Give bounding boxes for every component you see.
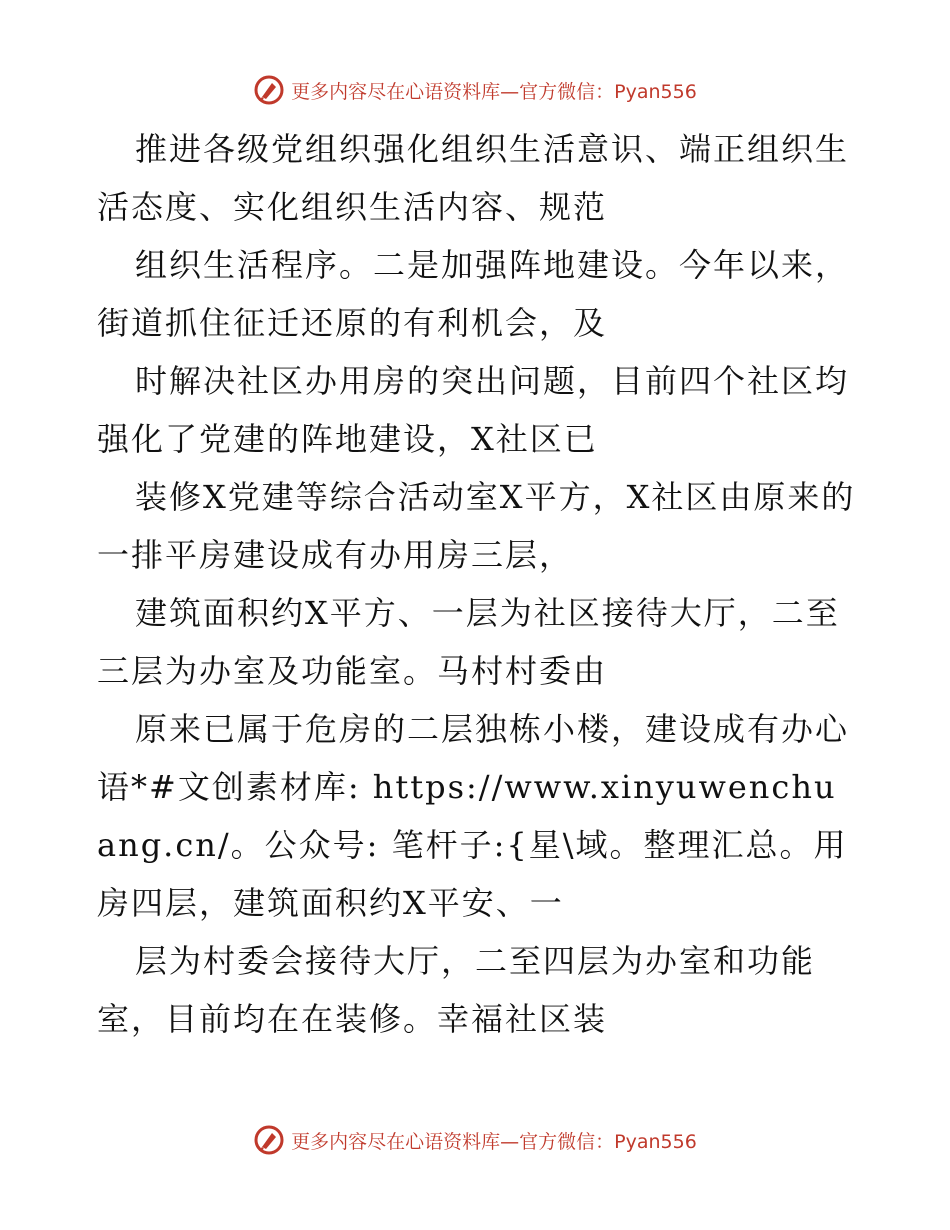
footer-banner-text: 更多内容尽在心语资料库—官方微信：Pyan556: [291, 1130, 697, 1153]
paragraph: 推进各级党组织强化组织生活意识、端正组织生活态度、实化组织生活内容、规范: [97, 130, 850, 226]
paragraph: 原来已属于危房的二层独栋小楼，建设成有办心语*#文创素材库: https://www.xinyuwenchuang.cn/。公众号: 笔杆子:{星\域。整理汇总。用房四层，建筑面积约X平安、一: [97, 710, 850, 922]
pen-nib-logo-icon: [253, 74, 285, 106]
paragraph: 装修X党建等综合活动室X平方，X社区由原来的一排平房建设成有办用房三层，: [97, 478, 856, 574]
header-banner-text: 更多内容尽在心语资料库—官方微信：Pyan556: [291, 80, 697, 103]
footer-banner: [0, 1120, 950, 1160]
paragraph: 建筑面积约X平方、一层为社区接待大厅，二至三层为办室及功能室。马村村委由: [97, 594, 840, 690]
pen-nib-logo-icon: [253, 1124, 285, 1156]
paragraph: 时解决社区办用房的突出问题，目前四个社区均强化了党建的阵地建设，X社区已: [97, 362, 850, 458]
paragraph: 层为村委会接待大厅，二至四层为办室和功能室，目前均在在装修。幸福社区装: [97, 942, 816, 1038]
paragraph: 组织生活程序。二是加强阵地建设。今年以来，街道抓住征迁还原的有利机会，及: [97, 246, 850, 342]
header-banner: [0, 70, 950, 110]
document-body: [97, 120, 857, 1048]
